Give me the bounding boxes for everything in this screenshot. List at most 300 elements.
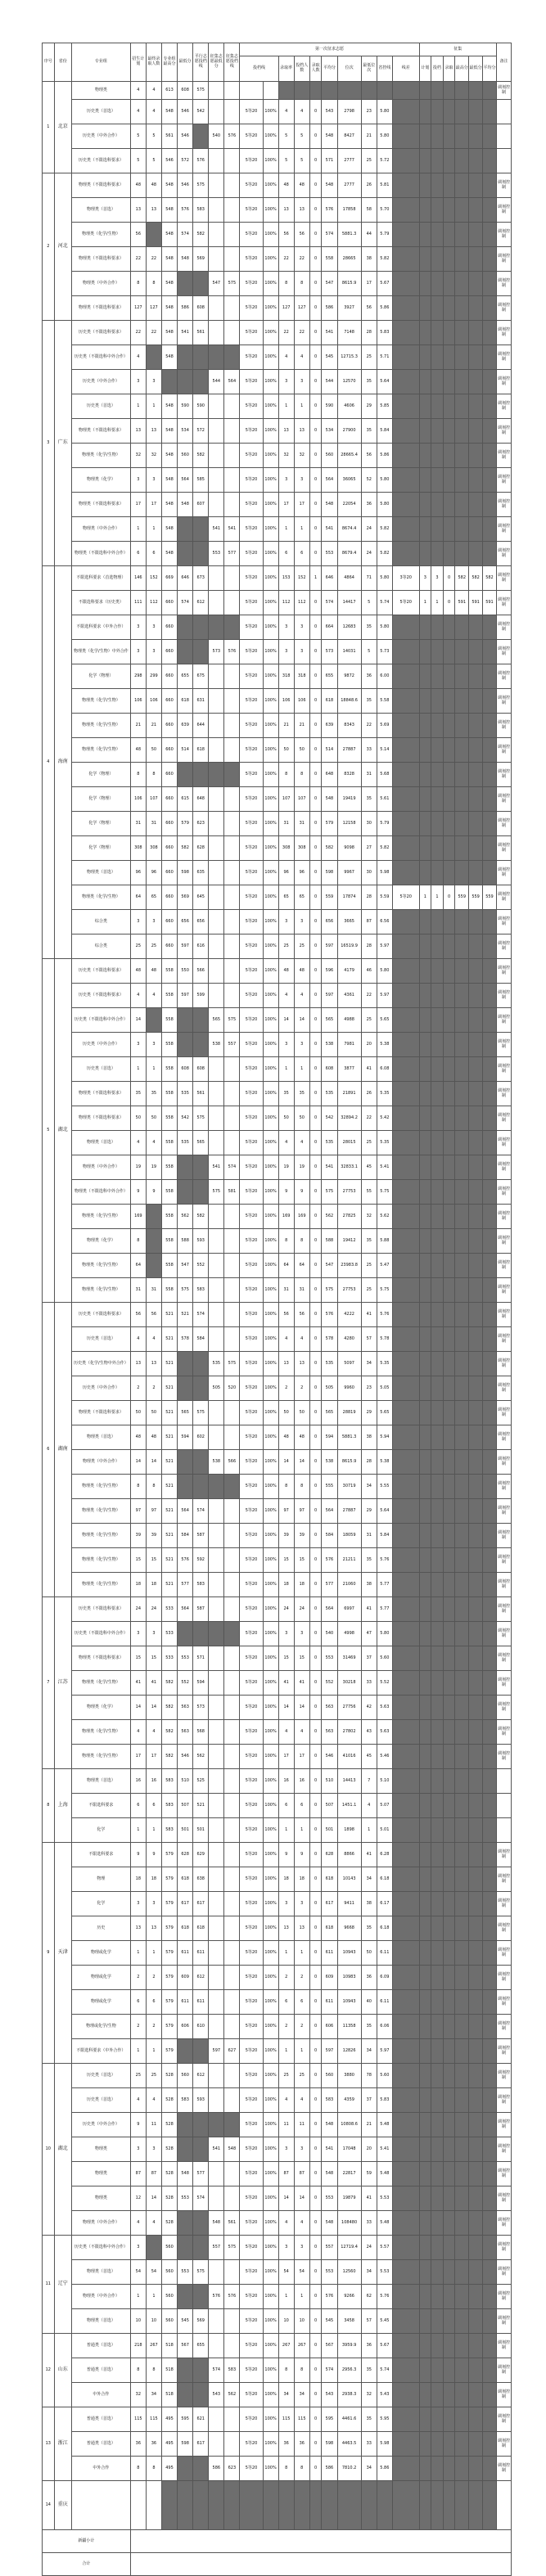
- row-cell-6: [224, 2064, 240, 2088]
- row-note: 调剂控制: [496, 1867, 511, 1892]
- row-cell-13: 12683: [337, 615, 361, 640]
- row-cell-15: 5.60: [377, 1646, 392, 1671]
- row-cell-5: [209, 1843, 224, 1867]
- row-cell-20: [455, 124, 469, 149]
- row-cell-8: 100%: [263, 763, 278, 787]
- row-cell-6: [224, 2309, 240, 2334]
- row-cell-16: [392, 1475, 419, 1499]
- row-cell-22: [483, 2457, 497, 2481]
- row-cell-7: 5等20: [240, 542, 263, 566]
- row-cell-3: 548: [178, 493, 193, 517]
- row-cell-13: 12560: [337, 2260, 361, 2285]
- row-cell-9: [278, 82, 294, 100]
- row-cell-6: [224, 1524, 240, 1548]
- row-cell-0: 64: [130, 885, 146, 910]
- row-cell-2: 582: [161, 1671, 177, 1696]
- row-cell-17: [419, 1278, 431, 1303]
- row-cell-8: 100%: [263, 1548, 278, 1573]
- row-cell-6: [224, 910, 240, 934]
- row-cell-22: [483, 2064, 497, 2088]
- row-cell-16: [392, 198, 419, 223]
- row-cell-0: 1: [130, 2039, 146, 2064]
- row-cell-10: 31: [294, 812, 309, 836]
- row-cell-22: [483, 1008, 497, 1033]
- row-cell-12: 562: [322, 1205, 337, 1229]
- row-cell-0: 1: [130, 2285, 146, 2309]
- table-row: [43, 2407, 512, 2432]
- row-cell-9: 13: [278, 198, 294, 223]
- row-cell-1: 308: [146, 836, 161, 861]
- row-cell-0: 9: [130, 2113, 146, 2137]
- row-cell-10: 34: [294, 2383, 309, 2407]
- row-major-group: 物理或化学: [71, 1990, 130, 2015]
- row-cell-12: 664: [322, 615, 337, 640]
- row-cell-22: [483, 493, 497, 517]
- row-note: 调剂控制: [496, 861, 511, 885]
- row-cell-11: 0: [309, 984, 322, 1008]
- row-cell-0: 127: [130, 296, 146, 321]
- table-row: [43, 1941, 512, 1966]
- row-cell-3: 552: [178, 1671, 193, 1696]
- row-cell-6: 575: [224, 1352, 240, 1376]
- row-cell-8: 100%: [263, 2457, 278, 2481]
- row-cell-11: 0: [309, 1475, 322, 1499]
- row-cell-13: 7810.2: [337, 2457, 361, 2481]
- row-note: 调剂控制: [496, 1278, 511, 1303]
- table-row: [43, 149, 512, 173]
- row-cell-3: 584: [178, 1524, 193, 1548]
- row-cell-11: 0: [309, 394, 322, 419]
- row-cell-19: [443, 836, 455, 861]
- row-cell-13: 4359: [337, 2088, 361, 2113]
- row-cell-17: [419, 689, 431, 714]
- row-cell-22: [483, 714, 497, 738]
- row-cell-15: 5.83: [377, 2088, 392, 2113]
- row-cell-22: [483, 2088, 497, 2113]
- row-cell-14: 31: [361, 763, 377, 787]
- row-cell-16: [392, 861, 419, 885]
- row-cell-11: 0: [309, 1008, 322, 1033]
- row-cell-6: [224, 1475, 240, 1499]
- row-cell-3: 583: [178, 2088, 193, 2113]
- row-cell-1: 4: [146, 984, 161, 1008]
- row-cell-13: [337, 2481, 361, 2530]
- row-cell-5: [209, 763, 224, 787]
- row-note: 调剂控制: [496, 615, 511, 640]
- row-cell-10: 48: [294, 1425, 309, 1450]
- row-major-group: 物理类（中外合作）: [71, 517, 130, 542]
- row-cell-7: 5等20: [240, 910, 263, 934]
- row-note: [496, 149, 511, 173]
- row-cell-0: 3: [130, 615, 146, 640]
- row-cell-20: [455, 2383, 469, 2407]
- row-cell-7: 5等20: [240, 714, 263, 738]
- row-cell-10: 48: [294, 173, 309, 198]
- row-cell-13: 4606: [337, 394, 361, 419]
- row-cell-16: [392, 615, 419, 640]
- row-cell-21: [469, 370, 483, 394]
- row-cell-0: 21: [130, 714, 146, 738]
- row-cell-11: 0: [309, 1573, 322, 1597]
- table-row: [43, 394, 512, 419]
- row-cell-14: 38: [361, 1892, 377, 1916]
- row-major-group: 物理类（化学/生物）: [71, 1499, 130, 1524]
- row-cell-0: 25: [130, 934, 146, 959]
- row-index: 10: [43, 2064, 55, 2236]
- row-cell-9: 6: [278, 542, 294, 566]
- row-cell-5: 543: [209, 2383, 224, 2407]
- row-cell-5: [209, 836, 224, 861]
- row-cell-10: 15: [294, 1548, 309, 1573]
- row-cell-11: 0: [309, 493, 322, 517]
- row-cell-7: 5等20: [240, 1008, 263, 1033]
- row-cell-5: [209, 1573, 224, 1597]
- row-cell-15: 5.57: [377, 2236, 392, 2260]
- table-row: [43, 173, 512, 198]
- row-cell-8: 100%: [263, 861, 278, 885]
- row-cell-21: [469, 1843, 483, 1867]
- row-cell-2: 558: [161, 1278, 177, 1303]
- row-cell-2: 613: [161, 82, 177, 100]
- row-cell-15: 5.46: [377, 1745, 392, 1769]
- row-cell-6: 520: [224, 1376, 240, 1401]
- row-cell-19: [443, 689, 455, 714]
- row-note: 调剂控制: [496, 1352, 511, 1376]
- row-cell-15: 5.75: [377, 1278, 392, 1303]
- row-cell-22: [483, 1401, 497, 1425]
- row-cell-14: 34: [361, 1867, 377, 1892]
- row-cell-15: 5.42: [377, 1106, 392, 1131]
- row-major-group: 化学: [71, 1892, 130, 1916]
- row-cell-2: 546: [161, 149, 177, 173]
- row-cell-12: 586: [322, 296, 337, 321]
- row-cell-8: 100%: [263, 1278, 278, 1303]
- row-cell-2: 583: [161, 1769, 177, 1794]
- row-cell-20: [455, 763, 469, 787]
- row-cell-11: 0: [309, 1450, 322, 1475]
- header-group-first: 第一次征求志愿: [240, 43, 419, 56]
- row-cell-20: [455, 1376, 469, 1401]
- row-cell-13: 12570: [337, 370, 361, 394]
- row-cell-19: 0: [443, 885, 455, 910]
- row-cell-13: 9872: [337, 664, 361, 689]
- table-row: [43, 542, 512, 566]
- row-cell-1: 14: [146, 1450, 161, 1475]
- row-cell-20: [455, 1941, 469, 1966]
- row-cell-4: [193, 2457, 209, 2481]
- row-cell-5: [209, 910, 224, 934]
- row-cell-14: 1: [361, 1818, 377, 1843]
- row-cell-21: [469, 2113, 483, 2137]
- row-cell-5: [209, 2309, 224, 2334]
- row-major-group: 物理类（首选）: [71, 2309, 130, 2334]
- row-cell-0: 3: [130, 910, 146, 934]
- row-cell-12: 577: [322, 1573, 337, 1597]
- row-cell-17: [419, 444, 431, 468]
- row-cell-12: 583: [322, 2088, 337, 2113]
- row-province: 山东: [54, 2334, 71, 2407]
- row-cell-17: [419, 1794, 431, 1818]
- row-cell-1: 31: [146, 812, 161, 836]
- row-cell-13: 14413: [337, 1769, 361, 1794]
- row-cell-17: [419, 1818, 431, 1843]
- row-cell-9: 13: [278, 1916, 294, 1941]
- row-cell-16: [392, 2432, 419, 2457]
- row-cell-21: [469, 2457, 483, 2481]
- row-cell-16: [392, 394, 419, 419]
- row-cell-11: 0: [309, 1941, 322, 1966]
- row-cell-22: [483, 1769, 497, 1794]
- row-cell-13: 108480: [337, 2211, 361, 2236]
- row-cell-21: [469, 2481, 483, 2530]
- row-cell-3: 514: [178, 738, 193, 763]
- row-cell-19: [443, 1548, 455, 1573]
- row-cell-5: [209, 1941, 224, 1966]
- row-cell-13: 7148: [337, 321, 361, 345]
- row-cell-19: [443, 1303, 455, 1327]
- row-cell-12: 563: [322, 1696, 337, 1720]
- row-cell-4: 552: [193, 1254, 209, 1278]
- row-cell-12: 598: [322, 861, 337, 885]
- row-cell-18: [431, 1671, 444, 1696]
- row-cell-19: [443, 2039, 455, 2064]
- row-cell-12: 558: [322, 247, 337, 272]
- row-cell-0: 4: [130, 100, 146, 124]
- row-cell-6: [224, 714, 240, 738]
- row-cell-19: [443, 1229, 455, 1254]
- subheader-second-5: 平均分: [483, 56, 497, 82]
- row-cell-6: [224, 591, 240, 615]
- row-cell-6: 623: [224, 2457, 240, 2481]
- row-cell-18: [431, 615, 444, 640]
- row-cell-5: [209, 885, 224, 910]
- row-cell-2: 558: [161, 984, 177, 1008]
- row-cell-3: 563: [178, 1720, 193, 1745]
- row-cell-19: [443, 2481, 455, 2530]
- row-cell-12: 538: [322, 1450, 337, 1475]
- row-cell-17: [419, 124, 431, 149]
- row-cell-0: 3: [130, 370, 146, 394]
- row-cell-19: [443, 2432, 455, 2457]
- row-cell-21: [469, 542, 483, 566]
- row-cell-16: [392, 2162, 419, 2186]
- row-cell-0: 31: [130, 1278, 146, 1303]
- row-cell-8: 100%: [263, 1254, 278, 1278]
- row-cell-6: [224, 1818, 240, 1843]
- row-major-group: 化学（物理）: [71, 787, 130, 812]
- row-cell-3: 535: [178, 1131, 193, 1155]
- row-cell-11: [309, 82, 322, 100]
- row-cell-20: [455, 2432, 469, 2457]
- row-cell-16: [392, 517, 419, 542]
- row-major-group: 历史类（首选）: [71, 2064, 130, 2088]
- row-cell-5: [209, 468, 224, 493]
- row-cell-3: [178, 2039, 193, 2064]
- row-major-group: 物理类（化学/生物）: [71, 1254, 130, 1278]
- row-cell-13: 9960: [337, 1376, 361, 1401]
- row-cell-18: [431, 910, 444, 934]
- row-cell-4: 571: [193, 1646, 209, 1671]
- row-cell-20: [455, 1057, 469, 1082]
- table-row: [43, 247, 512, 272]
- row-cell-15: 6.09: [377, 1966, 392, 1990]
- row-cell-13: 9411: [337, 1892, 361, 1916]
- row-cell-14: 20: [361, 2137, 377, 2162]
- row-cell-16: [392, 1867, 419, 1892]
- row-cell-1: 8: [146, 272, 161, 296]
- table-row: [43, 934, 512, 959]
- row-cell-9: 50: [278, 738, 294, 763]
- row-cell-18: [431, 198, 444, 223]
- row-cell-3: 594: [178, 1425, 193, 1450]
- row-cell-22: [483, 1524, 497, 1548]
- row-cell-4: 574: [193, 1303, 209, 1327]
- row-cell-18: [431, 1352, 444, 1376]
- row-cell-19: [443, 1597, 455, 1622]
- row-cell-14: 45: [361, 1745, 377, 1769]
- row-cell-20: [455, 1867, 469, 1892]
- row-cell-19: [443, 2088, 455, 2113]
- row-cell-11: 0: [309, 370, 322, 394]
- row-cell-5: 547: [209, 272, 224, 296]
- row-cell-19: [443, 812, 455, 836]
- row-cell-15: 5.86: [377, 2457, 392, 2481]
- row-major-group: 物理类（不限选科中外合作）: [71, 1180, 130, 1205]
- row-cell-2: 521: [161, 1401, 177, 1425]
- row-cell-7: 5等20: [240, 836, 263, 861]
- row-cell-22: 559: [483, 885, 497, 910]
- row-cell-15: 6.18: [377, 1916, 392, 1941]
- row-cell-22: 591: [483, 591, 497, 615]
- row-cell-10: 8: [294, 2457, 309, 2481]
- row-cell-12: [322, 82, 337, 100]
- row-cell-20: [455, 664, 469, 689]
- row-cell-19: [443, 1867, 455, 1892]
- row-cell-16: [392, 2236, 419, 2260]
- row-cell-21: [469, 2162, 483, 2186]
- row-cell-22: [483, 836, 497, 861]
- table-row: [43, 566, 512, 591]
- row-cell-6: [224, 2481, 240, 2530]
- row-major-group: 中外合作: [71, 2457, 130, 2481]
- table-row: [43, 2039, 512, 2064]
- row-cell-0: 8: [130, 763, 146, 787]
- row-cell-15: 5.78: [377, 1327, 392, 1352]
- row-cell-15: 5.72: [377, 149, 392, 173]
- row-cell-0: 22: [130, 321, 146, 345]
- row-cell-6: [224, 812, 240, 836]
- row-cell-22: [483, 1205, 497, 1229]
- row-cell-0: 48: [130, 173, 146, 198]
- row-cell-7: 5等20: [240, 272, 263, 296]
- row-cell-21: [469, 1401, 483, 1425]
- row-cell-12: 611: [322, 1990, 337, 2015]
- row-cell-2: 579: [161, 1941, 177, 1966]
- row-cell-17: [419, 1106, 431, 1131]
- row-cell-1: 97: [146, 1499, 161, 1524]
- row-cell-12: 565: [322, 1401, 337, 1425]
- row-major-group: 不限选科要求: [71, 1794, 130, 1818]
- row-cell-8: 100%: [263, 1155, 278, 1180]
- row-cell-14: 43: [361, 1720, 377, 1745]
- row-cell-0: 6: [130, 542, 146, 566]
- row-cell-13: 2938.3: [337, 2383, 361, 2407]
- row-cell-20: [455, 861, 469, 885]
- row-major-group: 历史类（不限选科要求）: [71, 959, 130, 984]
- row-cell-1: 48: [146, 959, 161, 984]
- row-cell-1: [146, 1229, 161, 1254]
- row-cell-16: [392, 1720, 419, 1745]
- row-cell-1: 3: [146, 615, 161, 640]
- row-cell-17: [419, 1155, 431, 1180]
- row-cell-8: 100%: [263, 1033, 278, 1057]
- row-cell-0: 16: [130, 1769, 146, 1794]
- row-cell-13: 27900: [337, 419, 361, 444]
- row-cell-10: 169: [294, 1205, 309, 1229]
- row-note: 调剂控制: [496, 959, 511, 984]
- row-cell-17: [419, 1720, 431, 1745]
- row-cell-11: 0: [309, 1843, 322, 1867]
- row-cell-1: 299: [146, 664, 161, 689]
- row-cell-2: 558: [161, 1082, 177, 1106]
- row-cell-18: [431, 738, 444, 763]
- row-cell-16: [392, 1499, 419, 1524]
- row-cell-10: 17: [294, 493, 309, 517]
- row-cell-7: 5等20: [240, 1106, 263, 1131]
- row-cell-7: 5等20: [240, 1916, 263, 1941]
- row-cell-10: 41: [294, 1671, 309, 1696]
- row-cell-6: 627: [224, 2039, 240, 2064]
- subheader-first-5: 位次: [337, 56, 361, 82]
- row-cell-19: [443, 1794, 455, 1818]
- row-cell-5: [209, 2064, 224, 2088]
- row-cell-8: 100%: [263, 1229, 278, 1254]
- row-cell-22: [483, 1352, 497, 1376]
- row-cell-2: 548: [161, 542, 177, 566]
- row-cell-7: 5等20: [240, 2088, 263, 2113]
- row-cell-19: [443, 1916, 455, 1941]
- row-cell-19: [443, 517, 455, 542]
- row-cell-8: 100%: [263, 272, 278, 296]
- row-cell-22: [483, 1745, 497, 1769]
- row-cell-5: 535: [209, 1352, 224, 1376]
- row-cell-19: [443, 149, 455, 173]
- table-row: [43, 1966, 512, 1990]
- row-cell-7: 5等20: [240, 2113, 263, 2137]
- row-cell-10: 14: [294, 1450, 309, 1475]
- row-cell-8: 100%: [263, 640, 278, 664]
- row-cell-10: 4: [294, 1327, 309, 1352]
- row-cell-6: 541: [224, 517, 240, 542]
- row-cell-18: [431, 2015, 444, 2039]
- row-cell-5: [209, 1425, 224, 1450]
- row-cell-13: 6997: [337, 1597, 361, 1622]
- row-cell-9: 4: [278, 1720, 294, 1745]
- row-cell-16: [392, 296, 419, 321]
- row-cell-22: [483, 468, 497, 493]
- row-cell-8: 100%: [263, 1646, 278, 1671]
- row-cell-0: 25: [130, 2064, 146, 2088]
- row-cell-14: 57: [361, 2309, 377, 2334]
- row-cell-20: [455, 1745, 469, 1769]
- row-cell-16: [392, 1106, 419, 1131]
- row-cell-22: [483, 1327, 497, 1352]
- row-cell-8: 100%: [263, 2383, 278, 2407]
- row-cell-13: 4280: [337, 1327, 361, 1352]
- row-cell-15: 5.86: [377, 296, 392, 321]
- row-cell-22: [483, 2432, 497, 2457]
- row-cell-2: 518: [161, 2334, 177, 2358]
